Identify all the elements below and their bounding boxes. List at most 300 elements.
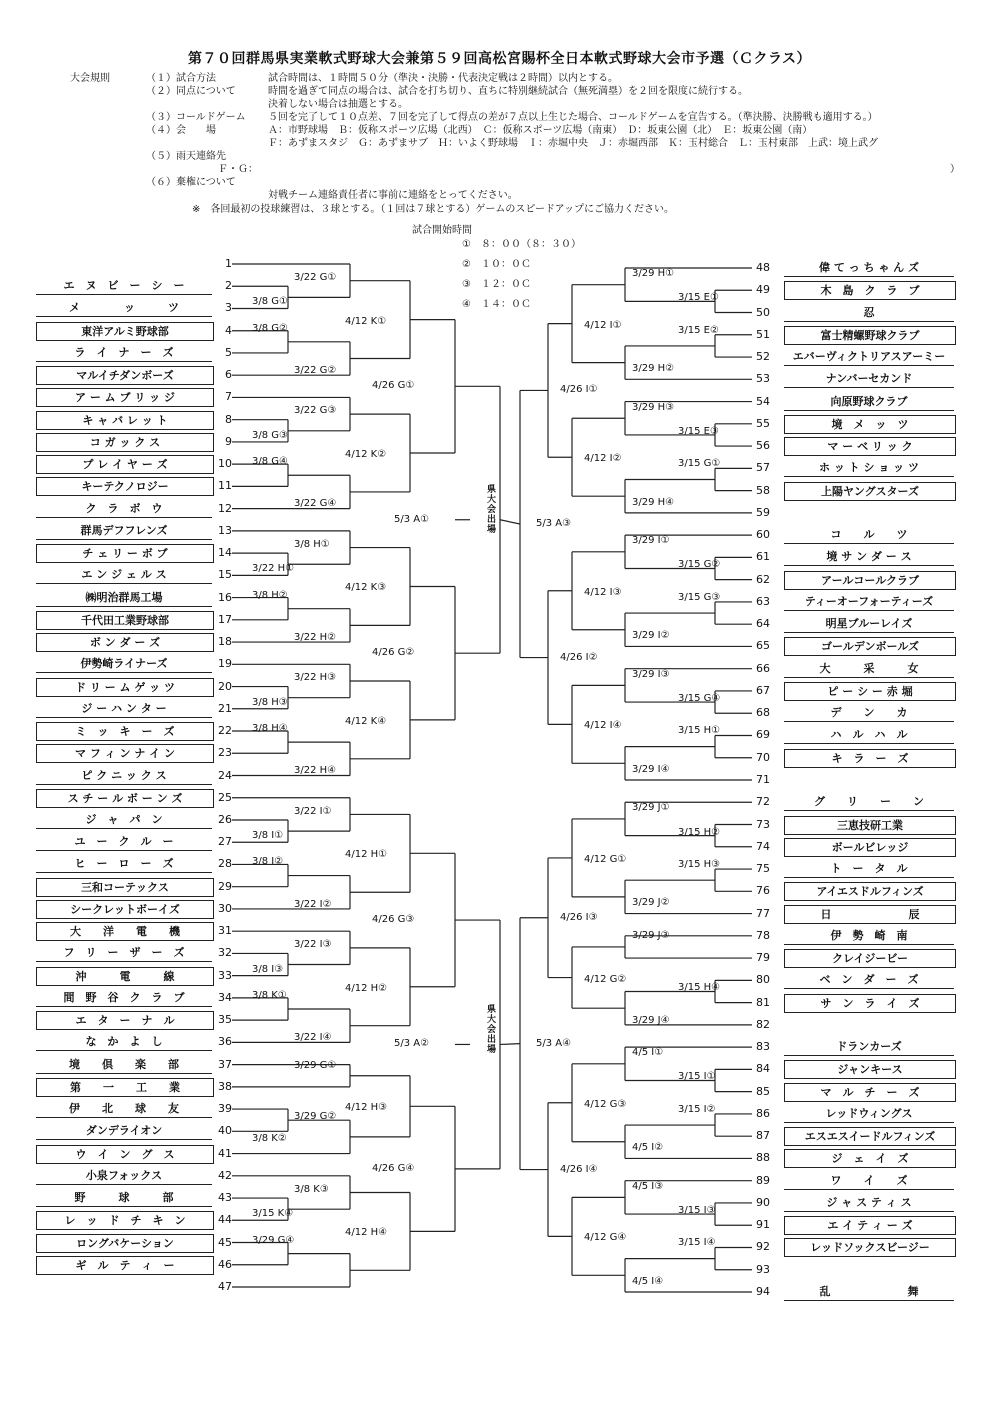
- team-number: 12: [218, 501, 232, 515]
- team-name: ユ ー ク ル ー: [36, 833, 212, 851]
- team-name: エ イ テ ィ ー ズ: [784, 1216, 956, 1235]
- game-label: 3/15 E②: [678, 324, 719, 336]
- game-label: 3/29 J③: [632, 929, 670, 941]
- game-label: 4/12 I①: [584, 319, 622, 331]
- team-number: 36: [218, 1035, 232, 1049]
- team-name: 三恵技研工業: [784, 816, 956, 835]
- game-label: 4/5 I④: [632, 1275, 664, 1287]
- team-number: 31: [218, 924, 232, 938]
- team-number: 71: [756, 773, 770, 786]
- schedule-time: ③ １２：０Ｃ: [462, 279, 531, 290]
- team-number: 82: [756, 1017, 770, 1031]
- team-number: 7: [225, 390, 232, 404]
- game-label: 3/29 I③: [632, 668, 670, 680]
- team-name: ジ ャ ス テ ィ ス: [784, 1194, 954, 1212]
- team-number: 33: [218, 968, 232, 982]
- team-name: ジ ー ハ ン タ ー: [36, 700, 212, 718]
- rule-text: Ｆ：あずまスタジ Ｇ：あずまサブ Ｈ：いよく野球場 Ｉ：赤堀中央 Ｊ：赤堀西部 Ｋ：玉村総合 Ｌ：玉村東部 上武：境上武グ: [268, 138, 878, 149]
- team-number: 32: [218, 946, 232, 960]
- rule-label: コールドゲーム: [176, 112, 246, 123]
- team-name: ア ー ム ブ リ ッ ジ: [36, 388, 214, 407]
- team-name: レ ッ ド チ キ ン: [36, 1211, 214, 1230]
- team-name: ベ ン ダ ー ズ: [784, 971, 954, 989]
- game-label: 3/22 G④: [294, 498, 337, 510]
- team-number: 48: [756, 261, 770, 274]
- game-label: 3/29 H①: [632, 268, 675, 279]
- game-label: 3/29 H③: [632, 401, 675, 413]
- team-name: ワ イ ズ: [784, 1172, 954, 1190]
- team-name: キ ラ ー ズ: [784, 749, 956, 768]
- game-label: 4/12 H③: [345, 1102, 388, 1114]
- team-name: 群馬デフフレンズ: [36, 522, 212, 540]
- game-label: 3/15 I③: [678, 1204, 716, 1216]
- game-label: 3/22 G③: [294, 405, 337, 417]
- team-name: 上陽ヤングスターズ: [784, 482, 956, 501]
- contact-note: 対戦チーム連絡責任者に事前に連絡をとってください。: [268, 190, 518, 201]
- game-label: 3/29 G②: [294, 1111, 337, 1123]
- team-name: ㈱明治群馬工場: [36, 589, 212, 607]
- team-number: 45: [218, 1235, 232, 1249]
- game-label: 3/22 H④: [294, 765, 337, 777]
- schedule-time: ① ８：００（８：３０）: [462, 239, 581, 250]
- game-label: 4/12 H②: [345, 982, 388, 994]
- team-name: 伊勢崎ライナーズ: [36, 655, 212, 673]
- game-label: 3/15 H①: [678, 725, 721, 737]
- game-label: 4/26 G④: [372, 1162, 415, 1174]
- team-number: 39: [218, 1102, 232, 1116]
- team-name: グ リ ー ン: [784, 793, 954, 811]
- team-name: 間 野 谷 ク ラ ブ: [36, 989, 212, 1007]
- team-number: 92: [756, 1240, 770, 1254]
- team-name: クレイジービー: [784, 949, 956, 968]
- team-name: エ タ ー ナ ル: [36, 1011, 214, 1030]
- team-number: 60: [756, 528, 770, 542]
- team-name: アールコールクラブ: [784, 571, 956, 590]
- team-number: 55: [756, 416, 770, 430]
- game-label: 3/8 G③: [252, 429, 288, 441]
- team-number: 94: [756, 1285, 770, 1298]
- team-number: 34: [218, 990, 232, 1004]
- team-number: 89: [756, 1173, 770, 1187]
- game-label: 3/15 G④: [678, 692, 721, 704]
- team-number: 80: [756, 973, 770, 987]
- game-label: 3/15 E①: [678, 292, 719, 304]
- team-number: 86: [756, 1106, 770, 1120]
- team-number: 87: [756, 1129, 770, 1143]
- team-name: 日 辰: [784, 905, 956, 924]
- team-number: 24: [218, 768, 232, 782]
- game-label: 3/29 J②: [632, 897, 670, 909]
- team-number: 19: [218, 657, 232, 671]
- game-label: 5/3 A④: [536, 1037, 572, 1049]
- team-number: 74: [756, 839, 770, 853]
- team-name: エバーヴィクトリアスアーミー: [784, 348, 954, 366]
- team-number: 23: [218, 746, 232, 760]
- game-label: 3/29 I①: [632, 535, 670, 547]
- game-label: 4/26 I④: [560, 1163, 598, 1175]
- game-label: 4/5 I①: [632, 1047, 664, 1059]
- game-label: 3/8 I①: [252, 830, 284, 842]
- team-name: レッドソックスビージー: [784, 1238, 956, 1257]
- team-number: 64: [756, 617, 770, 631]
- team-number: 43: [218, 1191, 232, 1205]
- team-name: シークレットボーイズ: [36, 900, 214, 919]
- team-name: 三和コーテックス: [36, 878, 214, 897]
- team-name: 乱 舞: [784, 1283, 954, 1301]
- game-label: 5/3 A①: [394, 513, 430, 525]
- game-label: 4/12 I④: [584, 720, 622, 732]
- page-title: 第７０回群馬県実業軟式野球大会兼第５９回高松宮賜杯全日本軟式野球大会市予選（Ｃクラス）: [187, 51, 812, 67]
- rules-heading: 大会規則: [70, 73, 110, 84]
- team-name: メ ッ ツ: [36, 299, 212, 317]
- game-label: 3/29 G①: [294, 1059, 337, 1071]
- team-number: 91: [756, 1218, 770, 1232]
- team-number: 20: [218, 679, 232, 693]
- team-name: キーテクノロジー: [36, 477, 214, 496]
- game-label: 3/8 I②: [252, 856, 284, 868]
- game-label: 3/22 H③: [294, 672, 337, 684]
- team-name: ティーオーフォーティーズ: [784, 593, 954, 611]
- team-number: 2: [225, 279, 232, 293]
- team-number: 26: [218, 812, 232, 826]
- rule-text: Ｆ・Ｇ：: [218, 164, 258, 175]
- team-number: 73: [756, 817, 770, 831]
- rule-number: （３）: [146, 112, 176, 123]
- team-number: 1: [225, 257, 232, 270]
- team-number: 65: [756, 639, 770, 653]
- team-name: ラ イ ナ ー ズ: [36, 344, 212, 362]
- rule-number: （５）: [146, 151, 176, 162]
- team-name: 千代田工業野球部: [36, 611, 214, 630]
- team-number: 63: [756, 594, 770, 608]
- team-number: 59: [756, 505, 770, 519]
- game-label: 4/26 I②: [560, 651, 598, 663]
- team-number: 27: [218, 835, 232, 849]
- pitch-note: ※ 各回最初の投球練習は、３球とする。（１回は７球とする）ゲームのスピードアップにご協力ください。: [192, 204, 674, 215]
- team-number: 56: [756, 439, 770, 453]
- rule-number: （２）: [146, 86, 176, 97]
- game-label: 4/12 G①: [584, 853, 627, 865]
- game-label: 3/22 I③: [294, 939, 332, 951]
- team-name: 伊 北 球 友: [36, 1100, 212, 1118]
- team-name: 境 サ ン ダ ー ス: [784, 548, 954, 566]
- game-label: 4/12 K④: [345, 715, 387, 727]
- team-name: コ ガ ッ ク ス: [36, 433, 214, 452]
- team-number: 18: [218, 635, 232, 649]
- team-number: 66: [756, 661, 770, 675]
- game-label: 4/12 G④: [584, 1232, 627, 1244]
- game-label: 3/15 I④: [678, 1237, 716, 1249]
- team-name: ス チ ー ル ボ ー ン ズ: [36, 789, 214, 808]
- team-number: 57: [756, 461, 770, 475]
- game-label: 3/15 I②: [678, 1103, 716, 1115]
- team-name: ボールビレッジ: [784, 838, 956, 857]
- team-number: 11: [218, 479, 232, 493]
- game-label: 3/22 G①: [294, 272, 337, 283]
- team-name: 小泉フォックス: [36, 1167, 212, 1185]
- team-name: 向原野球クラブ: [784, 393, 954, 411]
- team-number: 68: [756, 706, 770, 720]
- team-name: マルイチダンボーズ: [36, 366, 214, 385]
- team-name: フ リ ー ザ ー ズ: [36, 944, 212, 962]
- schedule-time: ④ １４：０Ｃ: [462, 299, 531, 310]
- team-number: 5: [225, 345, 232, 359]
- team-name: な か よ し: [36, 1033, 212, 1051]
- game-label: 3/29 G④: [252, 1234, 295, 1246]
- team-name: 境 倶 楽 部: [36, 1056, 212, 1074]
- team-name: 境 メ ッ ツ: [784, 415, 956, 434]
- game-label: 4/12 G②: [584, 973, 627, 985]
- team-number: 30: [218, 901, 232, 915]
- team-number: 69: [756, 728, 770, 742]
- team-name: マ ル チ ー ズ: [784, 1083, 956, 1102]
- game-label: 3/15 H③: [678, 859, 721, 871]
- game-label: 5/3 A②: [394, 1038, 430, 1050]
- team-name: ジ ャ パ ン: [36, 811, 212, 829]
- game-label: 3/8 H④: [252, 723, 288, 735]
- rule-number: （４）: [146, 125, 176, 136]
- team-number: 90: [756, 1195, 770, 1209]
- schedule-title: 試合開始時間: [412, 225, 472, 236]
- team-name: キ ャ バ レ ッ ト: [36, 411, 214, 430]
- team-name: ト ー タ ル: [784, 860, 954, 878]
- team-name: 木 島 ク ラ ブ: [784, 281, 956, 300]
- team-number: 17: [218, 612, 232, 626]
- team-name: ピ ク ニ ッ ク ス: [36, 767, 212, 785]
- game-label: 3/22 I②: [294, 898, 332, 910]
- rule-text: 試合時間は、１時間５０分（準決・決勝・代表決定戦は２時間）以内とする。: [268, 73, 618, 84]
- bracket-line: [500, 1044, 520, 1045]
- game-label: 3/8 K③: [294, 1183, 329, 1195]
- team-number: 50: [756, 305, 770, 319]
- game-label: 3/15 K④: [252, 1208, 294, 1220]
- team-number: 28: [218, 857, 232, 871]
- team-number: 67: [756, 683, 770, 697]
- rule-paren: ）: [950, 164, 960, 175]
- team-name: ナンバーセカンド: [784, 370, 954, 388]
- team-name: エ ン ジ ェ ル ス: [36, 566, 212, 584]
- team-name: マ ー ベ リ ッ ク: [784, 437, 956, 456]
- team-number: 49: [756, 283, 770, 297]
- team-name: ヒ ー ロ ー ズ: [36, 855, 212, 873]
- team-name: ボ ン ダ ー ズ: [36, 633, 214, 652]
- game-label: 4/12 H④: [345, 1227, 388, 1239]
- team-name: ド リ ー ム ゲ ッ ツ: [36, 678, 214, 697]
- game-label: 3/29 I④: [632, 763, 670, 775]
- rule-number: （１）: [146, 73, 176, 84]
- rule-label: 同点について: [176, 86, 236, 97]
- game-label: 3/29 I②: [632, 630, 670, 642]
- game-label: 3/8 H①: [294, 538, 330, 550]
- team-name: ジャンキース: [784, 1060, 956, 1079]
- team-number: 35: [218, 1013, 232, 1027]
- rule-text: 時間を過ぎて同点の場合は、試合を打ち切り、直ちに特別継続試合（無死満塁）を２回を限度に続行する。: [268, 86, 748, 97]
- team-name: ピ ー シ ー 赤 堀: [784, 682, 956, 701]
- team-name: ロングバケーション: [36, 1234, 214, 1253]
- rule-label: 試合方法: [176, 73, 216, 84]
- game-label: 4/26 G③: [372, 914, 415, 926]
- team-name: 明星ブルーレイズ: [784, 615, 954, 633]
- team-name: チ ェ リ ー ボ ブ: [36, 544, 214, 563]
- bracket-line: [500, 520, 520, 524]
- team-name: ク ラ ボ ウ: [36, 500, 212, 518]
- game-label: 3/22 I①: [294, 805, 332, 817]
- team-number: 93: [756, 1262, 770, 1276]
- rule-label: 雨天連絡先: [176, 151, 226, 162]
- game-label: 4/26 G①: [372, 380, 415, 392]
- game-label: 3/29 J④: [632, 1014, 670, 1026]
- game-label: 3/15 I①: [678, 1071, 716, 1083]
- team-name: ギ ル テ ィ ー: [36, 1256, 214, 1275]
- game-label: 3/8 H③: [252, 696, 288, 708]
- rule-text: 決着しない場合は抽選とする。: [268, 99, 408, 110]
- team-number: 37: [218, 1057, 232, 1071]
- game-label: 3/22 I④: [294, 1032, 332, 1044]
- game-label: 4/12 K②: [345, 449, 387, 461]
- team-number: 77: [756, 906, 770, 920]
- team-number: 9: [225, 434, 232, 448]
- game-label: 3/8 G②: [252, 322, 288, 334]
- game-label: 3/29 H④: [632, 496, 675, 508]
- team-number: 61: [756, 550, 770, 564]
- team-number: 22: [218, 724, 232, 738]
- team-number: 8: [225, 412, 232, 426]
- rule-number: （６）: [146, 177, 176, 188]
- team-number: 70: [756, 750, 770, 764]
- team-name: デ ン カ: [784, 704, 954, 722]
- game-label: 3/8 G④: [252, 456, 288, 468]
- team-name: プ レ イ ヤ ー ズ: [36, 455, 214, 474]
- team-number: 4: [225, 323, 232, 337]
- rule-text: ５回を完了して１０点差、７回を完了して得点の差が７点以上生じた場合、コールドゲームを宣告する。（準決勝、決勝戦も適用する。）: [268, 112, 878, 123]
- schedule-time: ② １０：０Ｃ: [462, 259, 531, 270]
- game-label: 4/5 I③: [632, 1180, 664, 1192]
- team-number: 3: [225, 301, 232, 315]
- team-name: ホ ッ ト シ ョ ッ ツ: [784, 459, 954, 477]
- team-number: 47: [218, 1280, 232, 1293]
- team-name: 大 采 女: [784, 660, 954, 678]
- team-number: 15: [218, 568, 232, 582]
- rule-label: 会 場: [176, 125, 216, 136]
- team-name: サ ン ラ イ ズ: [784, 994, 956, 1013]
- game-label: 3/15 G③: [678, 591, 721, 603]
- team-name: ドランカーズ: [784, 1038, 954, 1056]
- team-number: 79: [756, 951, 770, 965]
- team-name: ジ ェ イ ズ: [784, 1149, 956, 1168]
- game-label: 4/12 K①: [345, 315, 387, 327]
- game-label: 4/26 I③: [560, 911, 598, 923]
- game-label: 3/8 I③: [252, 963, 284, 975]
- team-name: レッドウィングス: [784, 1105, 954, 1123]
- game-label: 3/8 G①: [252, 296, 288, 308]
- game-label: 3/29 J①: [632, 802, 670, 814]
- game-label: 3/15 H②: [678, 826, 721, 838]
- team-number: 46: [218, 1257, 232, 1271]
- game-label: 3/29 H②: [632, 363, 675, 375]
- team-name: ミ ッ キ ー ズ: [36, 722, 214, 741]
- team-name: 沖 電 線: [36, 967, 214, 986]
- team-number: 52: [756, 350, 770, 364]
- team-name: ダンデライオン: [36, 1122, 212, 1140]
- team-name: マ フ ィ ン ナ イ ン: [36, 744, 214, 763]
- team-number: 84: [756, 1062, 770, 1076]
- rule-label: 棄権について: [176, 177, 236, 188]
- game-label: 3/15 H④: [678, 982, 721, 994]
- team-number: 6: [225, 368, 232, 382]
- game-label: 4/5 I②: [632, 1142, 664, 1154]
- game-label: 3/8 H②: [252, 589, 288, 601]
- team-number: 85: [756, 1084, 770, 1098]
- team-number: 13: [218, 523, 232, 537]
- team-number: 78: [756, 928, 770, 942]
- team-number: 54: [756, 394, 770, 408]
- team-number: 88: [756, 1151, 770, 1165]
- team-number: 44: [218, 1213, 232, 1227]
- final-label: 県大会出場: [485, 1003, 495, 1054]
- game-label: 3/15 G①: [678, 458, 721, 470]
- team-name: 第 一 工 業: [36, 1078, 214, 1097]
- team-number: 75: [756, 862, 770, 876]
- team-number: 21: [218, 701, 232, 715]
- game-label: 4/26 G②: [372, 647, 415, 659]
- game-label: 4/12 I③: [584, 586, 622, 598]
- team-number: 72: [756, 795, 770, 809]
- team-name: 東洋アルミ野球部: [36, 322, 214, 341]
- game-label: 3/8 K②: [252, 1133, 287, 1145]
- team-name: エ ヌ ビ ー シ ー: [36, 277, 212, 295]
- team-name: 野 球 部: [36, 1189, 212, 1207]
- game-label: 3/8 K①: [252, 989, 287, 1001]
- team-number: 25: [218, 790, 232, 804]
- team-name: 偉 て っ ち ゃ ん ズ: [784, 259, 954, 277]
- team-number: 76: [756, 884, 770, 898]
- team-number: 58: [756, 483, 770, 497]
- team-name: コ ル ツ: [784, 526, 954, 544]
- game-label: 4/12 H①: [345, 849, 388, 861]
- team-number: 38: [218, 1079, 232, 1093]
- team-number: 29: [218, 879, 232, 893]
- team-number: 16: [218, 590, 232, 604]
- team-name: ウ イ ン グ ス: [36, 1145, 214, 1164]
- game-label: 5/3 A③: [536, 518, 572, 529]
- team-number: 10: [218, 457, 232, 471]
- team-number: 14: [218, 546, 232, 560]
- final-label: 県大会出場: [485, 484, 495, 534]
- team-name: 富士精螺野球クラブ: [784, 326, 956, 345]
- game-label: 4/12 I②: [584, 453, 622, 465]
- game-label: 4/12 G③: [584, 1098, 627, 1110]
- team-name: 大 洋 電 機: [36, 922, 214, 941]
- team-name: ハ ル ハ ル: [784, 726, 954, 744]
- game-label: 3/22 G②: [294, 364, 337, 376]
- team-number: 83: [756, 1040, 770, 1054]
- rule-text: Ａ：市野球場 Ｂ：仮称スポーツ広場（北西） Ｃ：仮称スポーツ広場（南東） Ｄ：坂東公園（北） Ｅ：坂東公園（南）: [268, 125, 813, 136]
- team-number: 42: [218, 1168, 232, 1182]
- team-number: 53: [756, 372, 770, 386]
- team-name: ゴールデンボールズ: [784, 637, 956, 656]
- team-name: アイエスドルフィンズ: [784, 882, 956, 901]
- game-label: 3/22 H①: [252, 563, 295, 575]
- game-label: 3/15 G②: [678, 559, 721, 571]
- team-name: 忍: [784, 304, 954, 322]
- game-label: 3/22 H②: [294, 631, 337, 643]
- game-label: 4/12 K③: [345, 582, 387, 594]
- team-name: エスエスイードルフィンズ: [784, 1127, 956, 1146]
- game-label: 3/15 E③: [678, 425, 719, 437]
- team-number: 81: [756, 995, 770, 1009]
- team-number: 41: [218, 1146, 232, 1160]
- game-label: 4/26 I①: [560, 384, 598, 396]
